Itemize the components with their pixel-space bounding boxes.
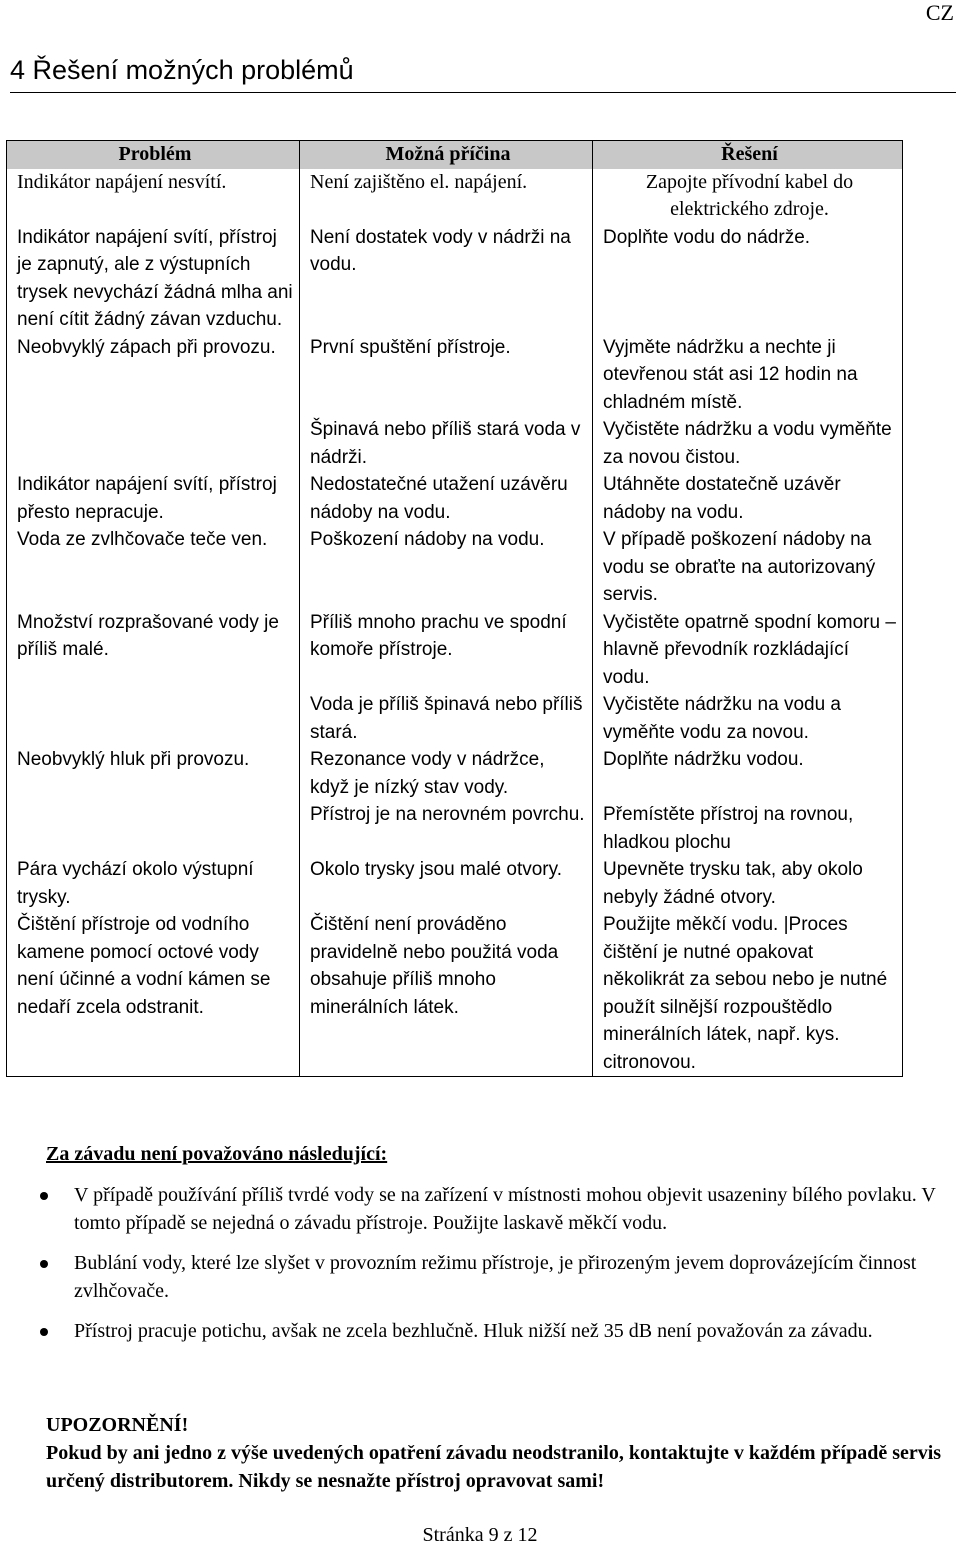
table-row — [7, 526, 903, 609]
cause-cell: Příliš mnoho prachu ve spodní komoře přístroje. — [300, 609, 593, 692]
cause-cell: Není zajištěno el. napájení. — [300, 169, 593, 224]
not-fault-list — [40, 1182, 956, 1359]
solution-cell: Doplňte vodu do nádrže. — [593, 224, 903, 334]
table-row — [7, 856, 903, 911]
cause-cell: Okolo trysky jsou malé otvory. — [300, 856, 593, 911]
table-row — [7, 609, 903, 692]
problem-cell — [7, 801, 300, 856]
problem-cell: Neobvyklý zápach při provozu. — [7, 334, 300, 417]
language-tag: CZ — [925, 0, 954, 25]
table-row — [7, 691, 903, 746]
problem-cell: Indikátor napájení svítí, přístroj přesto nepracuje. — [7, 471, 300, 526]
problem-cell: Indikátor napájení nesvítí. — [7, 169, 300, 224]
header-cause: Možná příčina — [300, 141, 593, 169]
table-row — [7, 471, 903, 526]
solution-cell: Vyčistěte nádržku na vodu a vyměňte vodu za novou. — [593, 691, 903, 746]
list-item: Bublání vody, které lze slyšet v provozním režimu přístroje, je přirozeným jevem doprovázejícím činnost zvlhčovače. — [40, 1250, 956, 1305]
cause-cell: První spuštění přístroje. — [300, 334, 593, 417]
problem-cell: Množství rozprašované vody je příliš malé. — [7, 609, 300, 692]
cause-cell: Čištění není prováděno pravidelně nebo použitá voda obsahuje příliš mnoho minerálních látek. — [300, 911, 593, 1077]
problem-cell — [7, 416, 300, 471]
page-footer: Stránka 9 z 12 — [422, 1524, 538, 1546]
list-item: V případě používání příliš tvrdé vody se na zařízení v místnosti mohou objevit usazeniny bílého povlaku. V tomto případě se nejedná o závadu přístroje. Použijte laskavě měkčí vodu. — [40, 1182, 956, 1237]
table-row — [7, 801, 903, 856]
table-row — [7, 169, 903, 224]
solution-cell: Vyčistěte nádržku a vodu vyměňte za novou čistou. — [593, 416, 903, 471]
solution-cell: Doplňte nádržku vodou. — [593, 746, 903, 801]
solution-cell: Zapojte přívodní kabel do elektrického zdroje. — [593, 169, 903, 224]
problem-cell: Voda ze zvlhčovače teče ven. — [7, 526, 300, 609]
section-heading: 4 Řešení možných problémů — [10, 50, 956, 93]
troubleshooting-table — [6, 140, 903, 1077]
problem-cell: Neobvyklý hluk při provozu. — [7, 746, 300, 801]
table-row — [7, 416, 903, 471]
solution-cell: Vyjměte nádržku a nechte ji otevřenou stát asi 12 hodin na chladném místě. — [593, 334, 903, 417]
header-problem: Problém — [7, 141, 300, 169]
table-row — [7, 746, 903, 801]
list-item: Přístroj pracuje potichu, avšak ne zcela bezhlučně. Hluk nižší než 35 dB není považován za závadu. — [40, 1318, 956, 1346]
problem-cell — [7, 691, 300, 746]
cause-cell: Poškození nádoby na vodu. — [300, 526, 593, 609]
problem-cell: Pára vychází okolo výstupní trysky. — [7, 856, 300, 911]
cause-cell: Rezonance vody v nádržce, když je nízký stav vody. — [300, 746, 593, 801]
solution-cell: Přemístěte přístroj na rovnou, hladkou plochu — [593, 801, 903, 856]
solution-cell: Upevněte trysku tak, aby okolo nebyly žádné otvory. — [593, 856, 903, 911]
problem-cell: Indikátor napájení svítí, přístroj je zapnutý, ale z výstupních trysek nevychází žádná mlha ani není cítit žádný závan vzduchu. — [7, 224, 300, 334]
solution-cell: Utáhněte dostatečně uzávěr nádoby na vodu. — [593, 471, 903, 526]
table-row — [7, 224, 903, 334]
cause-cell: Přístroj je na nerovném povrchu. — [300, 801, 593, 856]
solution-cell: Použijte měkčí vodu. |Proces čištění je nutné opakovat několikrát za sebou nebo je nutné použít silnější rozpouštědlo minerálních látek, např. kys. citronovou. — [593, 911, 903, 1077]
warning-title: UPOZORNĚNÍ! — [46, 1414, 189, 1436]
cause-cell: Špinavá nebo příliš stará voda v nádrži. — [300, 416, 593, 471]
solution-cell: Vyčistěte opatrně spodní komoru – hlavně převodník rozkládající vodu. — [593, 609, 903, 692]
solution-cell: V případě poškození nádoby na vodu se obraťte na autorizovaný servis. — [593, 526, 903, 609]
table-row — [7, 334, 903, 417]
header-solution: Řešení — [593, 141, 903, 169]
table-row — [7, 911, 903, 1077]
cause-cell: Voda je příliš špinavá nebo příliš stará. — [300, 691, 593, 746]
table-header-row — [7, 141, 903, 169]
warning-text: Pokud by ani jedno z výše uvedených opatření závadu neodstranilo, kontaktujte v každém případě servis určený distributorem. Nikdy se nesnažte přístroj opravovat sami! — [46, 1442, 942, 1492]
not-fault-title: Za závadu není považováno následující: — [46, 1143, 388, 1165]
cause-cell: Není dostatek vody v nádrži na vodu. — [300, 224, 593, 334]
cause-cell: Nedostatečné utažení uzávěru nádoby na vodu. — [300, 471, 593, 526]
problem-cell: Čištění přístroje od vodního kamene pomocí octové vody není účinné a vodní kámen se nedaří zcela odstranit. — [7, 911, 300, 1077]
